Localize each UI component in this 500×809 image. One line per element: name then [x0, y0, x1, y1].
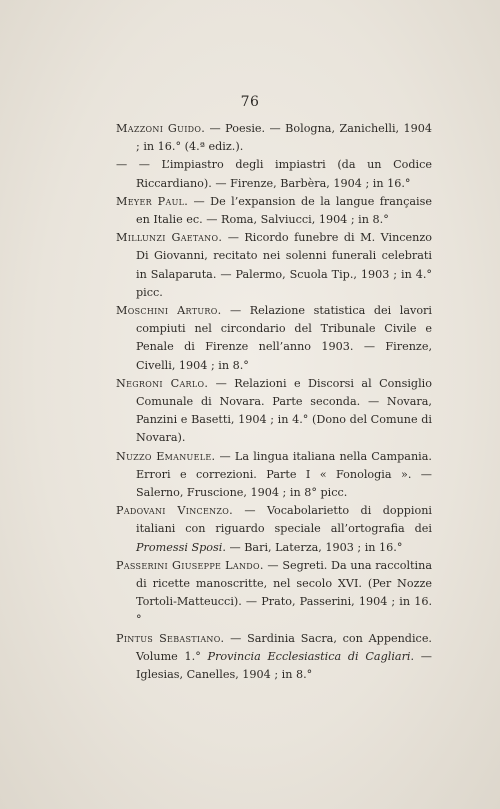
entry-text-after: . — Bari, Laterza, 1903 ; in 16.°	[222, 540, 403, 554]
entry-text: — Poesie. — Bologna, Zanichelli, 1904 ; in 16.° (4.ª ediz.).	[136, 122, 432, 154]
entry-text: — Sardinia Sacra, con Appendice. Volume 1.°	[136, 631, 432, 663]
bibliography-entry	[116, 448, 432, 503]
entry-author: Passerini Giuseppe Lando.	[116, 558, 264, 572]
entry-author: Negroni Carlo.	[116, 376, 209, 390]
bibliography-entry	[116, 630, 432, 685]
entry-author: — —	[116, 158, 150, 172]
entry-text: — Vocabolarietto di doppioni italiani con riguardo speciale all’ortografia dei	[136, 504, 433, 536]
entry-author: Mazzoni Guido.	[116, 122, 206, 135]
entry-author: Meyer Paul.	[116, 194, 189, 208]
entry-author: Padovani Vincenzo.	[116, 504, 233, 518]
entry-text: — Segreti. Da una raccoltina di ricette manoscritte, nel secolo XVI. (Per Nozze Tortoli-Matteucci). — Prato, Passerini, 1904 ; in 16.°	[136, 558, 433, 627]
bibliography-entry	[116, 302, 432, 375]
entry-text: — La lingua italiana nella Campania. Errori e correzioni. Parte I « Fonologia ». — Salerno, Fruscione, 1904 ; in 8° picc.	[136, 449, 432, 500]
entry-text: — Relazioni e Discorsi al Consiglio Comunale di Novara. Parte seconda. — Novara, Panzini e Basetti, 1904 ; in 4.° (Dono del Comune di Novara).	[136, 376, 432, 445]
entry-italic-title: Provincia Ecclesiastica di Cagliari	[207, 649, 411, 663]
entry-author: Moschini Arturo.	[116, 304, 222, 318]
bibliography-entry	[116, 229, 432, 302]
bibliography-list	[116, 120, 432, 684]
entry-text: — Relazione statistica dei lavori compiuti nel circondario del Tribunale Civile e Penale di Firenze nell’anno 1903. — Firenze, Civelli, 1904 ; in 8.°	[136, 304, 432, 372]
entry-text: — Ricordo funebre di M. Vincenzo Di Giovanni, recitato nei solenni funerali celebrati in Salaparuta. — Palermo, Scuola Tip., 1903 ; in 4.° picc.	[136, 231, 432, 299]
page-number: 76	[240, 94, 260, 110]
bibliography-entry	[116, 156, 432, 192]
entry-text: — De l’expansion de la langue française en Italie ec. — Roma, Salviucci, 1904 ; in 8.°	[136, 194, 432, 227]
bibliography-entry	[116, 375, 432, 448]
bibliography-entry	[116, 502, 432, 557]
entry-italic-title: Promessi Sposi	[136, 540, 223, 554]
entry-text-after: . — Iglesias, Canelles, 1904 ; in 8.°	[136, 649, 432, 682]
bibliography-entry	[116, 557, 432, 630]
bibliography-entry	[116, 193, 432, 229]
entry-author: Pintus Sebastiano.	[116, 631, 225, 645]
entry-text: L’impiastro degli impiastri (da un Codice Riccardiano). — Firenze, Barbèra, 1904 ; in 16.°	[136, 158, 432, 190]
entry-author: Nuzzo Emanuele.	[116, 449, 216, 463]
entry-author: Millunzi Gaetano.	[116, 231, 223, 245]
bibliography-entry	[116, 120, 432, 156]
